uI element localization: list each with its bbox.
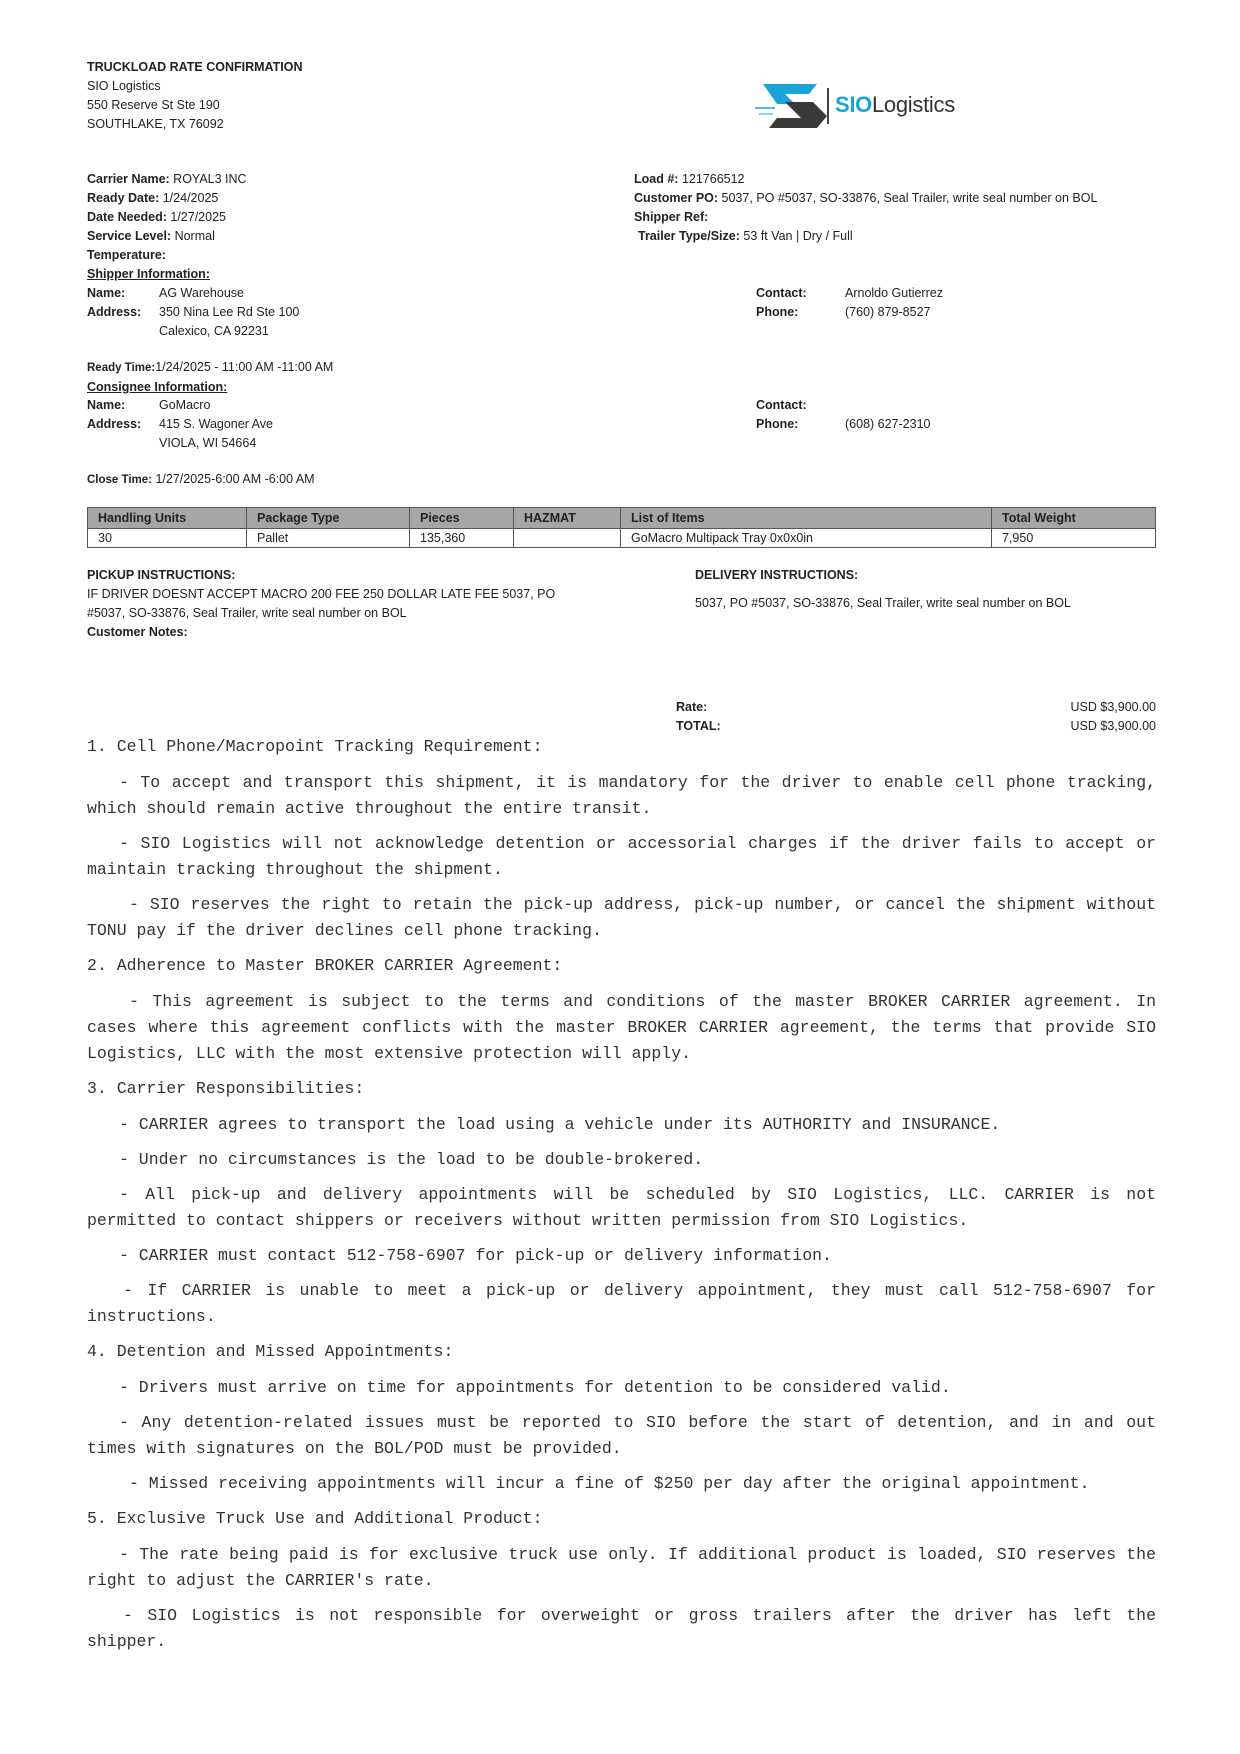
consignee-name-label: Name: <box>87 398 126 412</box>
close-time-value: 1/27/2025-6:00 AM -6:00 AM <box>155 472 315 486</box>
pickup-instructions-line1: IF DRIVER DOESNT ACCEPT MACRO 200 FEE 250 DOLLAR LATE FEE 5037, PO <box>87 587 556 601</box>
shipper-contact-label: Contact: <box>756 286 807 300</box>
section-3-paragraph: - CARRIER must contact 512-758-6907 for pick-up or delivery information. <box>119 1246 832 1265</box>
shipper-ref-label: Shipper Ref: <box>634 210 709 224</box>
load-info-left <box>87 170 247 284</box>
ready-date-label: Ready Date: <box>87 191 160 205</box>
shipper-heading: Shipper Information: <box>87 267 210 281</box>
ready-date: 1/24/2025 <box>162 191 219 205</box>
consignee-details <box>87 396 607 453</box>
load-number: 121766512 <box>681 172 745 186</box>
section-3-paragraph: - Under no circumstances is the load to be double-brokered. <box>119 1150 704 1169</box>
col-total-weight: Total Weight <box>992 508 1156 529</box>
cell-list-of-items: GoMacro Multipack Tray 0x0x0in <box>621 529 992 548</box>
pickup-instructions-label: PICKUP INSTRUCTIONS: <box>87 568 236 582</box>
service-level: Normal <box>174 229 215 243</box>
col-pieces: Pieces <box>410 508 514 529</box>
section-2-title: 2. Adherence to Master BROKER CARRIER Agreement: <box>87 956 563 975</box>
consignee-address-line1: 415 S. Wagoner Ave <box>159 417 273 431</box>
section-4-paragraph: - Missed receiving appointments will incur a fine of $250 per day after the original appointment. <box>129 1474 1090 1493</box>
shipper-address-line2: Calexico, CA 92231 <box>159 324 269 338</box>
section-2-paragraph: - This agreement is subject to the terms and conditions of the master BROKER CARRIER agreement. In cases where this agreement conflicts with the master BROKER CARRIER agreement, the terms that provide SIO Logistics, LLC with the most extensive protection will apply. <box>87 992 1156 1063</box>
rate-totals <box>676 698 1156 736</box>
pickup-instructions-line2: #5037, SO-33876, Seal Trailer, write seal number on BOL <box>87 606 407 620</box>
consignee-address-line2: VIOLA, WI 54664 <box>159 436 257 450</box>
close-time <box>87 470 315 490</box>
col-hazmat: HAZMAT <box>514 508 621 529</box>
section-4-paragraph: - Drivers must arrive on time for appointments for detention to be considered valid. <box>119 1378 951 1397</box>
trailer-label: Trailer Type/Size: <box>638 229 740 243</box>
section-3-paragraph: - If CARRIER is unable to meet a pick-up or delivery appointment, they must call 512-758-6907 for instructions. <box>87 1281 1156 1326</box>
company-address-line2: SOUTHLAKE, TX 76092 <box>87 117 224 131</box>
total-value: USD $3,900.00 <box>1070 719 1156 733</box>
delivery-instructions <box>695 566 1071 613</box>
consignee-phone-label: Phone: <box>756 417 799 431</box>
carrier-name: ROYAL3 INC <box>173 172 247 186</box>
shipper-details <box>87 284 607 341</box>
customer-po-label: Customer PO: <box>634 191 719 205</box>
carrier-name-label: Carrier Name: <box>87 172 170 186</box>
consignee-contact-label: Contact: <box>756 398 807 412</box>
shipper-name-label: Name: <box>87 286 126 300</box>
consignee-name: GoMacro <box>159 398 211 412</box>
cell-package-type: Pallet <box>247 529 410 548</box>
shipper-contact-name: Arnoldo Gutierrez <box>845 286 943 300</box>
customer-notes-label: Customer Notes: <box>87 625 188 639</box>
company-address-line1: 550 Reserve St Ste 190 <box>87 98 220 112</box>
rate-value: USD $3,900.00 <box>1070 700 1156 714</box>
section-3-title: 3. Carrier Responsibilities: <box>87 1079 365 1098</box>
section-4-paragraph: - Any detention-related issues must be reported to SIO before the start of detention, and in and out times with signatures on the BOL/POD must be provided. <box>87 1413 1156 1458</box>
date-needed-label: Date Needed: <box>87 210 167 224</box>
delivery-instructions-label: DELIVERY INSTRUCTIONS: <box>695 568 859 582</box>
section-3-paragraph: - All pick-up and delivery appointments will be scheduled by SIO Logistics, LLC. CARRIER is not permitted to contact shippers or receivers without written permission from SIO Logistics. <box>87 1185 1156 1230</box>
cell-pieces: 135,360 <box>410 529 514 548</box>
section-5-paragraph: - SIO Logistics is not responsible for overweight or gross trailers after the driver has left the shipper. <box>87 1606 1156 1651</box>
ready-time-label: Ready Time: <box>87 362 156 374</box>
date-needed: 1/27/2025 <box>170 210 226 224</box>
terms-and-conditions <box>87 734 1156 1664</box>
section-5-paragraph: - The rate being paid is for exclusive truck use only. If additional product is loaded, SIO reserves the right to adjust the CARRIER's rate. <box>87 1545 1156 1590</box>
cell-hazmat <box>514 529 621 548</box>
section-3-paragraph: - CARRIER agrees to transport the load using a vehicle under its AUTHORITY and INSURANCE. <box>119 1115 1001 1134</box>
load-info-right <box>634 170 1097 246</box>
shipper-name: AG Warehouse <box>159 286 244 300</box>
consignee-contact <box>756 396 930 434</box>
delivery-instructions-text: 5037, PO #5037, SO-33876, Seal Trailer, write seal number on BOL <box>695 596 1071 610</box>
consignee-address-label: Address: <box>87 417 142 431</box>
section-5-title: 5. Exclusive Truck Use and Additional Product: <box>87 1509 543 1528</box>
ready-time-value: 1/24/2025 - 11:00 AM -11:00 AM <box>155 360 334 374</box>
load-number-label: Load #: <box>634 172 679 186</box>
section-1-paragraph: - SIO reserves the right to retain the pick-up address, pick-up number, or cancel the shipment without TONU pay if the driver declines cell phone tracking. <box>87 895 1156 940</box>
table-header-row <box>88 508 1156 529</box>
cell-total-weight: 7,950 <box>992 529 1156 548</box>
document-title: TRUCKLOAD RATE CONFIRMATION <box>87 60 303 74</box>
temperature-label: Temperature: <box>87 248 166 262</box>
service-level-label: Service Level: <box>87 229 172 243</box>
pickup-instructions <box>87 566 607 642</box>
customer-po: 5037, PO #5037, SO-33876, Seal Trailer, write seal number on BOL <box>721 191 1098 205</box>
close-time-label: Close Time: <box>87 474 152 486</box>
trailer-type: 53 ft Van | Dry / Full <box>743 229 853 243</box>
shipper-contact <box>756 284 943 322</box>
logo-divider <box>827 88 829 124</box>
ready-time <box>87 358 333 397</box>
company-name: SIO Logistics <box>87 79 161 93</box>
col-package-type: Package Type <box>247 508 410 529</box>
section-1-paragraph: - SIO Logistics will not acknowledge detention or accessorial charges if the driver fails to accept or maintain tracking throughout the shipment. <box>87 834 1156 879</box>
logo-wordmark: SIOLogistics <box>835 92 955 117</box>
section-4-title: 4. Detention and Missed Appointments: <box>87 1342 454 1361</box>
table-row <box>88 529 1156 548</box>
rate-label: Rate: <box>676 700 708 714</box>
company-header <box>87 58 303 134</box>
shipper-address-line1: 350 Nina Lee Rd Ste 100 <box>159 305 300 319</box>
cell-handling-units: 30 <box>88 529 247 548</box>
consignee-phone: (608) 627-2310 <box>845 417 931 431</box>
shipper-address-label: Address: <box>87 305 142 319</box>
consignee-heading: Consignee Information: <box>87 380 228 394</box>
items-table <box>87 507 1156 548</box>
col-handling-units: Handling Units <box>88 508 247 529</box>
section-1-paragraph: - To accept and transport this shipment, it is mandatory for the driver to enable cell phone tracking, which should remain active throughout the entire transit. <box>87 773 1156 818</box>
shipper-phone: (760) 879-8527 <box>845 305 931 319</box>
col-list-of-items: List of Items <box>621 508 992 529</box>
shipper-phone-label: Phone: <box>756 305 799 319</box>
section-1-title: 1. Cell Phone/Macropoint Tracking Requirement: <box>87 737 543 756</box>
total-label: TOTAL: <box>676 719 721 733</box>
